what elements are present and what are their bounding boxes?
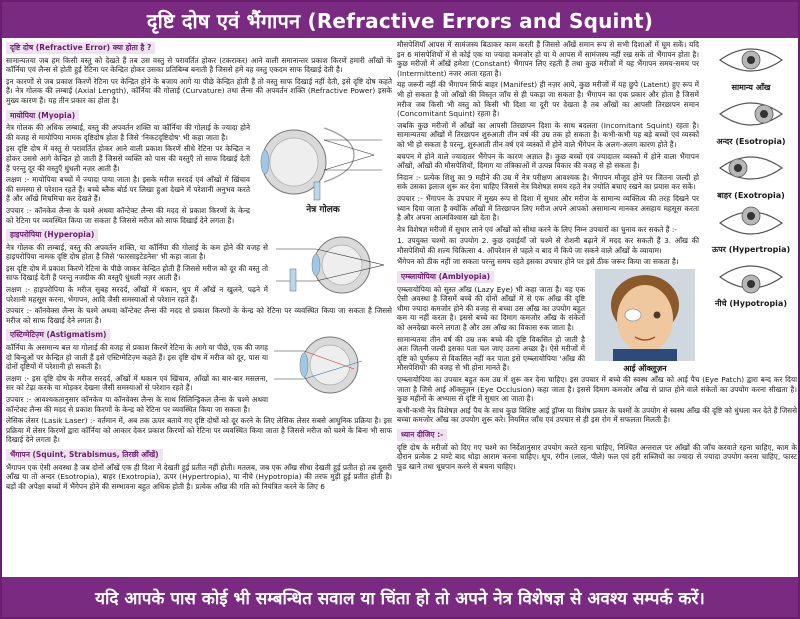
hypertropia-eye-icon <box>716 203 786 243</box>
hyperopia-eye-illustration <box>272 229 392 301</box>
squint-cont-para8: भैंगेपन को ठीक नहीं जा सकता परन्तु समय रहते इसका उपचार होने पर इसे ठीक जरूर किया जा सकता है। <box>397 257 679 267</box>
eye-eso-label: अन्दर (Esotropia) <box>716 136 786 146</box>
amblyopia-para4: कभी-कभी नेत्र विशेषज्ञ आई पैच के साथ कुछ विशिष्ट आई ड्रॉप्स या विशेष प्रकार के चश्मों के उपयोग से स्वस्थ आँख की दृष्टि को धुंधला कर देते हैं जिससे बच्चा कमजोर आँख का उपयोग शुरू करे। नियमित जाँच एवं उपचार से ही इस रोग में सफलता मिलती है। <box>397 405 797 425</box>
eye-hypo <box>705 257 797 309</box>
footer-note: यदि आपके पास कोई भी सम्बन्धित सवाल या चिंता हो तो अपने नेत्र विशेषज्ञ से अवश्य सम्पर्क करें। <box>95 588 705 609</box>
attention-para: दृष्टि दोष के मरीजों को दिए गए चश्मे का निर्देशानुसार उपयोग करते रहना चाहिए, निश्चित अन्तराल पर आँखों की जाँच करवाते रहना चाहिए, काम के दौरान प्रत्येक 2 घण्टे बाद थोड़ा आराम करना चाहिए। धूप, रंगीन (लाल, पीले) फल एवं हरी सब्जियों का ज्यादा से ज्यादा उपयोग करना चाहिए, फास्ट फूड खाने तथा धूम्रपान करने से बचना चाहिए। <box>397 442 797 471</box>
squint-cont-para7: नेत्र विशेषज्ञ मरीजों में सुधार लाने एवं आँखों को सीधा करने के लिए निम्न उपचारों का चुनाव कर सकते हैं :- <box>397 224 677 234</box>
refractive-para1: सामान्यतया जब हम किसी वस्तु को देखते हैं तब उस वस्तु से परावर्तित होकर (टकराकर) आने वाली समानान्तर प्रकाश किरणें हमारी आँखों के कॉर्निया एवं लैन्स से होती हुई रेटिना पर केन्द्रित होकर उसका प्रतिबिम्ब बनाती है जिससे हमें वह वस्तु एकदम साफ दिखाई देती है। <box>6 55 392 75</box>
squint-eye-illustrations <box>705 40 797 311</box>
eye-caption: नेत्र गोलक <box>306 204 340 215</box>
astigmatism-title: एस्टिग्मेटिज़्म (Astigmatism) <box>6 329 110 341</box>
hyperopia-title: हाइपरोपिया (Hyperopia) <box>6 229 98 241</box>
left-column <box>6 40 392 580</box>
hyperopia-para3: लक्षण :- हाइपरोपिया के मरीज सुबह सरदर्द, आँखों में थकान, धूप में आँखें न खुलने, पढ़ने में परेशानी महसूस करना, भेंगापन, आदि जैसी समस्याओं से परेशान रहते हैं। <box>6 285 268 304</box>
eye-occlusion-photo <box>591 269 699 373</box>
myopia-para4: उपचार :- कॉनकेव लैन्स के चश्मे अथवा कॉन्टेक्ट लैन्स की मदद से प्रकाश किरणों के केन्द्र को रेटिना पर व्यवस्थित किया जा सकता है जिससे मरीज को साफ दिखाई देने लगता है। <box>6 205 250 225</box>
refractive-title: दृष्टि दोष (Refractive Error) क्या होता है ? <box>6 42 155 54</box>
hyperopia-para2: इस दृष्टि दोष में प्रकाश किरणें रेटिना के पीछे जाकर केन्द्रित होती हैं जिससे मरीज को दूर की वस्तु तो साफ दिखाई देती हैं परन्तु नजदीक की वस्तुएँ धुंधली नज़र आती हैं। <box>6 263 268 283</box>
amblyopia-title: एम्ब्लायोपिया (Amblyopia) <box>397 271 494 283</box>
attention-title: ध्यान दीजिए :- <box>397 429 447 441</box>
squint-cont-para3: जबकि कुछ मरीजों में आँखों का आपसी तिरछापन दिशा के साथ बदलता (Incomitant Squint) रहता है। सामान्यतया आँखों में तिरछापन शुरुआती तीन वर्ष की उम्र तक हो सकता है। कभी-कभी यह बड़े बच्चों एवं व्यस्कों को भी हो सकता है परन्तु, शुरुआती तीन वर्ष एवं व्यस्कों में होने वाले भैंगेपन के अलग-अलग कारण होते हैं। <box>397 120 699 149</box>
poster-title: दृष्टि दोष एवं भैंगापन (Refractive Errors and Squint) <box>146 8 654 33</box>
astigmatism-eye-illustration <box>272 329 392 399</box>
child-with-eye-patch-image <box>595 269 695 361</box>
eye-eso <box>705 94 797 146</box>
astigmatism-diagram <box>272 329 392 399</box>
myopia-para1: नेत्र गोलक की अधिक लम्बाई, वस्तु की अपवर्तन शक्ति या कॉर्निया की गोलाई के ज्यादा होने की वजह से मायोपिया नामक दृष्टिदोष होता है जिसे 'निकटदृष्टिदोष' भी कहा जाता है। <box>6 123 250 142</box>
myopia-eye-illustration <box>254 110 392 206</box>
eye-exo-label: बाहर (Exotropia) <box>717 190 785 200</box>
squint-cont-para5: निदान :- प्रत्येक शिशु का 9 महीने की उम्र में नेत्र परीक्षण आवश्यक है। भैंगापन मौजूद होने पर जितना जल्दी हो सके उसका इलाज शुरू कर देना चाहिए जिससे नेत्र विशेषज्ञ समय रहते नेत्र ज्योति बचाए रखने का प्रयास कर सकें। <box>397 172 699 192</box>
squint-cont-para1: मौसपेशियाँ आपस में सामंजस्य बिठाकर काम करती हैं जिससे आँखें समान रूप से सभी दिशाओं में घूम सकें। यदि इन 6 मांसपेशियों में से कोई एक या ज्यादा कमजोर हो या ये आपस में सामंजस्य नहीं रख सके तो भैंगापन होता है। कुछ मरीजों में आँखें हमेशा (Constant) भैंगापन लिए रहती हैं तथा कुछ मरीजों में यह भैंगापन समय-समय पर (Intermittent) नजर आता रहता है। <box>397 40 699 78</box>
squint-cont-para2: यह जरूरी नहीं की भैंगापन सिर्फ बाहर (Manifest) ही नज़र आये, कुछ मरीजों में यह छुपे (Latent) हुए रूप में भी हो सकता है जो आँखों की विस्तृत जाँच से ही पकड़ा जा सकता है। भैंगापन का एक प्रकार और होता है जिसमें मरीज जब किसी भी वस्तु को किसी भी दिशा या दूरी पर देखता है तब आँखों का आपसी तिरछापन समान (Concomitant Squint) रहता है। <box>397 80 699 119</box>
hyperopia-para4: उपचार :- कॉनवेक्स लैन्स के चश्मे अथवा कॉन्टेक्ट लैन्स की मदद से प्रकाश किरणों के केन्द्र को रेटिना पर व्यवस्थित किया जा सकता है जिससे मरीज को साफ दिखाई देने लगता है। <box>6 306 392 325</box>
right-column <box>397 40 797 580</box>
amblyopia-para1: एम्ब्लायोपिया को सुस्त आँख (Lazy Eye) भी कहा जाता है। यह एक ऐसी अवस्था है जिसमें बच्चे की दोनों आँखों में से एक आँख की दृष्टि धीमा ज्यादा कमजोर होने की वजह से बच्चा उस आँख का उपयोग बहुत कम या नहीं करता है। इससे बच्चे का दिमाग कमजोर आँख के संकेतों को अनदेखा करने लगता है और उस आँख का विकास रुक जाता है। <box>397 284 585 333</box>
myopia-para3: लक्षण :- मायोपिया बच्चों में ज्यादा पाया जाता है। इसके मरीज सरदर्द एवं आँखों में खिंचाव की समस्या से परेशान रहते हैं। बच्चे ब्लैक बोर्ड पर लिखा हुआ देखने में परेशानी अनुभव करते हैं और आँखें मिचमिचा कर देखते हैं। <box>6 175 250 204</box>
hyperopia-diagram <box>272 229 392 301</box>
astigmatism-para3: उपचार :- आवश्यकतानुसार कॉनकेव या कॉनवेक्स लैन्स के साथ सिलिन्ड्रिकल लैन्स के चश्मे अथवा कॉन्टेक्ट लैन्स की मदद से प्रकाश किरणों के केन्द्र को रेटिना पर व्यवस्थित किया जा सकता है। <box>6 395 268 414</box>
myopia-diagram <box>254 110 392 216</box>
esotropia-eye-icon <box>716 94 786 134</box>
hyperopia-para1: नेत्र गोलक की लम्बाई, वस्तु की अपवर्तन शक्ति, या कॉर्निया की गोलाई के कम होने की वजह से हाइपरोपिया नामक दृष्टि दोष होता है जिसे 'फारसाइटेडनेस' भी कहा जाता है। <box>6 242 268 262</box>
squint-para: भैंगापन एक ऐसी अवस्था है जब दोनों आँखें एक ही दिशा में देखती हुई प्रतीत नहीं होती। मतलब, जब एक आँख सीधा देखती हुई प्रतीत हो तब दूसरी आँख या तो अन्दर (Esotropia), बाहर (Exotropia), ऊपर (Hypertropia), या नीचे (Hypotropia) की तरफ मुड़ी हुई प्रतीत होती है। बड़ों की अपेक्षा बच्चों में भैंगेपन होने की सम्भावना बहुत अधिक होती है। प्रत्येक आँख की गति को नियंत्रित करने के लिए 6 <box>6 462 392 491</box>
eye-hypo-label: नीचे (Hypotropia) <box>715 299 787 309</box>
hypotropia-eye-icon <box>716 257 786 297</box>
eye-normal <box>705 40 797 92</box>
poster-footer <box>2 577 798 617</box>
exotropia-eye-icon <box>716 148 786 188</box>
normal-eye-icon <box>716 40 786 80</box>
eye-hyper-label: ऊपर (Hypertropia) <box>711 245 791 255</box>
eye-exo <box>705 148 797 200</box>
myopia-para2: इस दृष्टि दोष में वस्तु से परावर्तित होकर आने वाली प्रकाश किरणें सीधे रेटिना पर केन्द्रित न होकर उससे आगे केन्द्रित हो जाती हैं जिससे व्यक्ति को पास की वस्तुएँ तो साफ दिखाई देती हैं परन्तु दूर की वस्तुएँ धुंधली नज़र आती हैं। <box>6 144 250 173</box>
eye-normal-label: सामान्य आँख <box>731 82 771 92</box>
squint-cont-para6: उपचार :- भैंगापन के उपचार में मुख्य रूप से दिशा में सुधार और मरीज के सामान्य व्यक्तित्व की तरह दिखने पर ध्यान दिया जाता है क्योंकि आँखों में तिरछापन लिए मरीज अपने आपको असामान्य मानकर असहाय महसूस करता है और अपना आत्मविश्वास खो देता है। <box>397 193 699 223</box>
photo-caption: आई ऑक्लूज़न <box>623 363 667 373</box>
astigmatism-para1: कॉर्निया के असमान्य बल या गोलाई की वजह से प्रकाश किरणें रेटिना के आगे या पीछे, एक की जगह दो बिन्दुओं पर केन्द्रित हो जाती हैं इसे एस्टिग्मेटिज़्म कहते हैं। इस दृष्टि दोष में मरीज को दूर, पास या दोनों दृष्टियों में परेशानी हो सकती है। <box>6 343 268 372</box>
amblyopia-para3: एम्ब्लायोपिया का उपचार बहुत कम उम्र में शुरू कर देना चाहिए। इस उपचार में बच्चे की स्वस्थ आँख को आई पैच (Eye Patch) द्वारा बन्द कर दिया जाता है जिसे आई ऑक्लूज़न (Eye Occlusion) कहा जाता है। इससे दिमाग कमजोर आँख से प्राप्त होने वाले संकेतों का उपयोग करना सीखता है। कुछ महीनों के अभ्यास से दृष्टि में सुधार आ जाता है। <box>397 375 797 404</box>
eye-hyper <box>705 203 797 255</box>
squint-title: भैंगापन (Squint, Strabismus, तिरछी आँखें) <box>6 449 163 461</box>
squint-cont-list: 1. उपयुक्त चश्मों का उपयोग 2. कुछ दवाईयाँ जो चश्मे से रोशनी बढ़ाने में मदद कर सकती हैं 3. आँख की मौसपेशियों की शल्य चिकित्सा 4. ऑपरेशन से पहले व बाद में किये जा सकने वाले आँखों के व्यायाम। <box>397 236 699 255</box>
myopia-title: मायोपिया (Myopia) <box>6 110 79 122</box>
amblyopia-para2: सामान्यतया तीन वर्ष की उम्र तक बच्चे की दृष्टि विकसित हो जाती है अतः जितनी जल्दी इसका पता चल जाए उतना अच्छा है। ऐसे मरीजों में दृष्टि को पूर्णरूप से विकसित नहीं कर पाता इसे एम्ब्लायोपिया 'आँख की मौसपेशियों' की वजह से भी होना मानते हैं। <box>397 334 585 373</box>
squint-cont-para4: बचपन में होने वाले ज्यादातर भैंगेपन के कारण अज्ञात हैं। कुछ बच्चों एवं ज्यादातर व्यस्कों में होने वाला भैंगापन आँखों, आँखों की मौसपेशियों, दिमाग या तंत्रिकाओं में उत्पन्न विकार की वजह से हो सकता है। <box>397 151 699 171</box>
astigmatism-para2: लक्षण :- इस दृष्टि दोष के मरीज सरदर्द, आँखों में थकान एवं खिंचाव, आँखों का बार-बार मसलना, सर को टेढ़ा करके या मोड़कर देखना जैसी समस्याओं से परेशान रहते हैं। <box>6 373 268 393</box>
lasik-para: लेसिक लेसर (Lasik Laser) :- वर्तमान में, अब तक ऊपर बताये गए दृष्टि दोषों को दूर करने के लिए लेसिक लेसर सबसे आधुनिक प्रक्रिया है। इस प्रक्रिया में लेसर किरणों द्वारा कॉर्निया को आकार देकर प्रकाश किरणों को रेटिना पर व्यवस्थित किया जाता है जिससे मरीज को चश्मे के बिना भी साफ दिखाई देने लगता है। <box>6 416 392 445</box>
refractive-para2: इन कारणों से जब प्रकाश किरणें रेटिना पर केन्द्रित होने के बजाय आगे या पीछे केन्द्रित होती हैं तो वस्तु साफ दिखाई नहीं देती, इसे दृष्टि दोष कहते हैं। नेत्र गोलक की लम्बाई (Axial Length), कॉर्निया की गोलाई (Curvature) तथा लैन्स की अपवर्तन शक्ति (Refractive Power) इसके मुख्य कारण हैं। यह तीन प्रकार का होता है। <box>6 76 392 105</box>
poster-header <box>2 2 798 38</box>
